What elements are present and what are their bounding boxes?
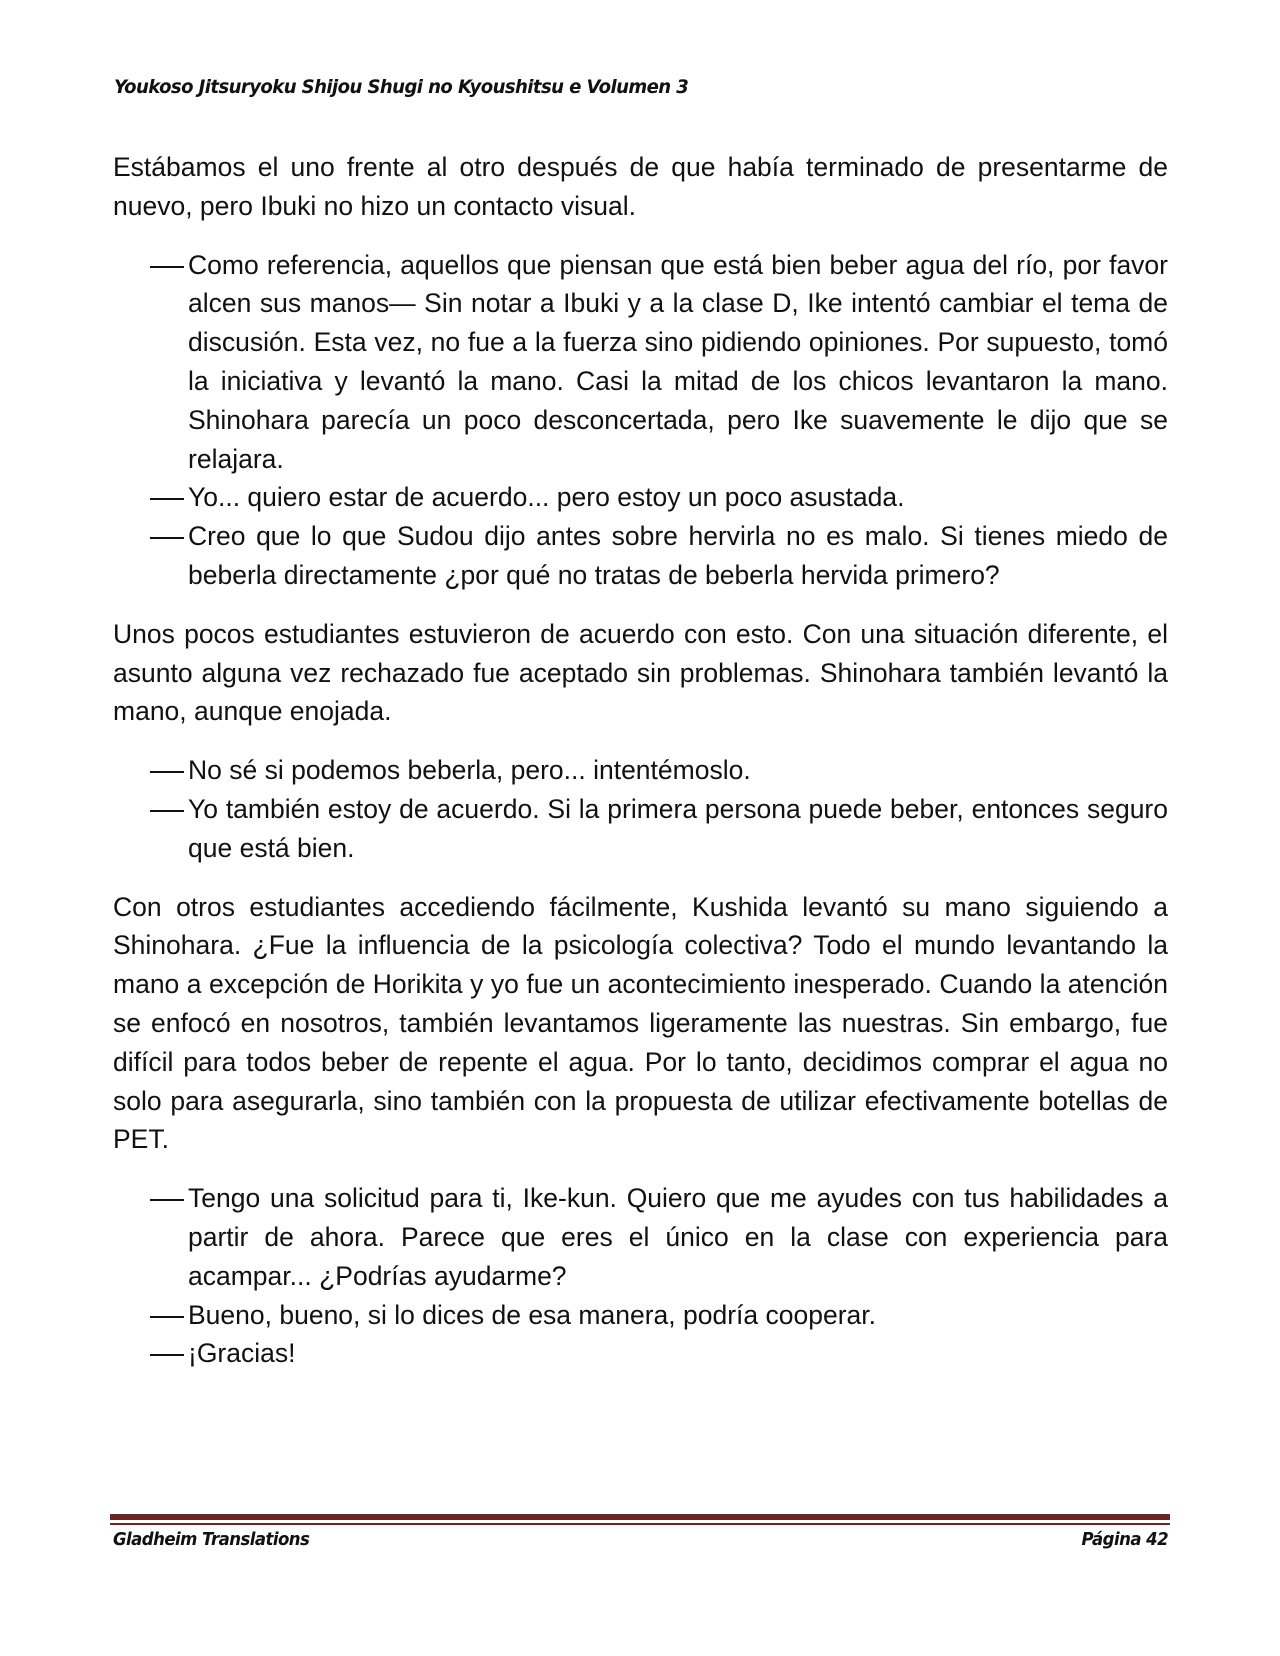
- footer-rule: [110, 1514, 1170, 1520]
- paragraph: Con otros estudiantes accediendo fácilmente, Kushida levantó su mano siguiendo a Shinohara. ¿Fue la influencia de la psicología colectiva? Todo el mundo levantando la mano a excepción de Horikita y yo fue un acontecimiento inesperado. Cuando la atención se enfocó en nosotros, también levantamos ligeramente las nuestras. Sin embargo, fue difícil para todos beber de repente el agua. Por lo tanto, decidimos comprar el agua no solo para asegurarla, sino también con la propuesta de utilizar efectivamente botellas de PET.: [113, 891, 1168, 1155]
- footer-credit: Gladheim Translations: [113, 1529, 310, 1550]
- paragraph: Unos pocos estudiantes estuvieron de acuerdo con esto. Con una situación diferente, el asunto alguna vez rechazado fue aceptado sin problemas. Shinohara también levantó la mano, aunque enojada.: [113, 618, 1168, 727]
- page-body: [113, 148, 1168, 1393]
- dialogue-line: Bueno, bueno, si lo dices de esa manera, podría cooperar.: [188, 1299, 876, 1330]
- footer-rule-thin: [110, 1523, 1170, 1525]
- running-header: Youkoso Jitsuryoku Shijou Shugi no Kyoushitsu e Volumen 3: [114, 76, 689, 98]
- dialogue-line: Como referencia, aquellos que piensan que está bien beber agua del río, por favor alcen sus manos— Sin notar a Ibuki y a la clase D, Ike intentó cambiar el tema de discusión. Esta vez, no fue a la fuerza sino pidiendo opiniones. Por supuesto, tomó la iniciativa y levantó la mano. Casi la mitad de los chicos levantaron la mano. Shinohara parecía un poco desconcertada, pero Ike suavemente le dijo que se relajara.: [188, 249, 1168, 474]
- dialogue-block: [113, 246, 1168, 595]
- dialogue-line: Creo que lo que Sudou dijo antes sobre hervirla no es malo. Si tienes miedo de beberla directamente ¿por qué no tratas de beberla hervida primero?: [188, 521, 1168, 590]
- dialogue-line: No sé si podemos beberla, pero... intentémoslo.: [188, 755, 751, 786]
- dialogue-block: [113, 1179, 1168, 1373]
- dialogue-line: Yo también estoy de acuerdo. Si la primera persona puede beber, entonces seguro que está bien.: [188, 793, 1168, 863]
- paragraph: Estábamos el uno frente al otro después de que había terminado de presentarme de nuevo, pero Ibuki no hizo un contacto visual.: [113, 152, 1168, 221]
- dialogue-line: Tengo una solicitud para ti, Ike-kun. Quiero que me ayudes con tus habilidades a partir de ahora. Parece que eres el único en la clase con experiencia para acampar... ¿Podrías ayudarme?: [188, 1183, 1168, 1291]
- page-number: Página 42: [1081, 1529, 1168, 1550]
- dialogue-line: Yo... quiero estar de acuerdo... pero estoy un poco asustada.: [188, 482, 905, 513]
- dialogue-line: ¡Gracias!: [188, 1338, 296, 1369]
- dialogue-block: [113, 751, 1168, 867]
